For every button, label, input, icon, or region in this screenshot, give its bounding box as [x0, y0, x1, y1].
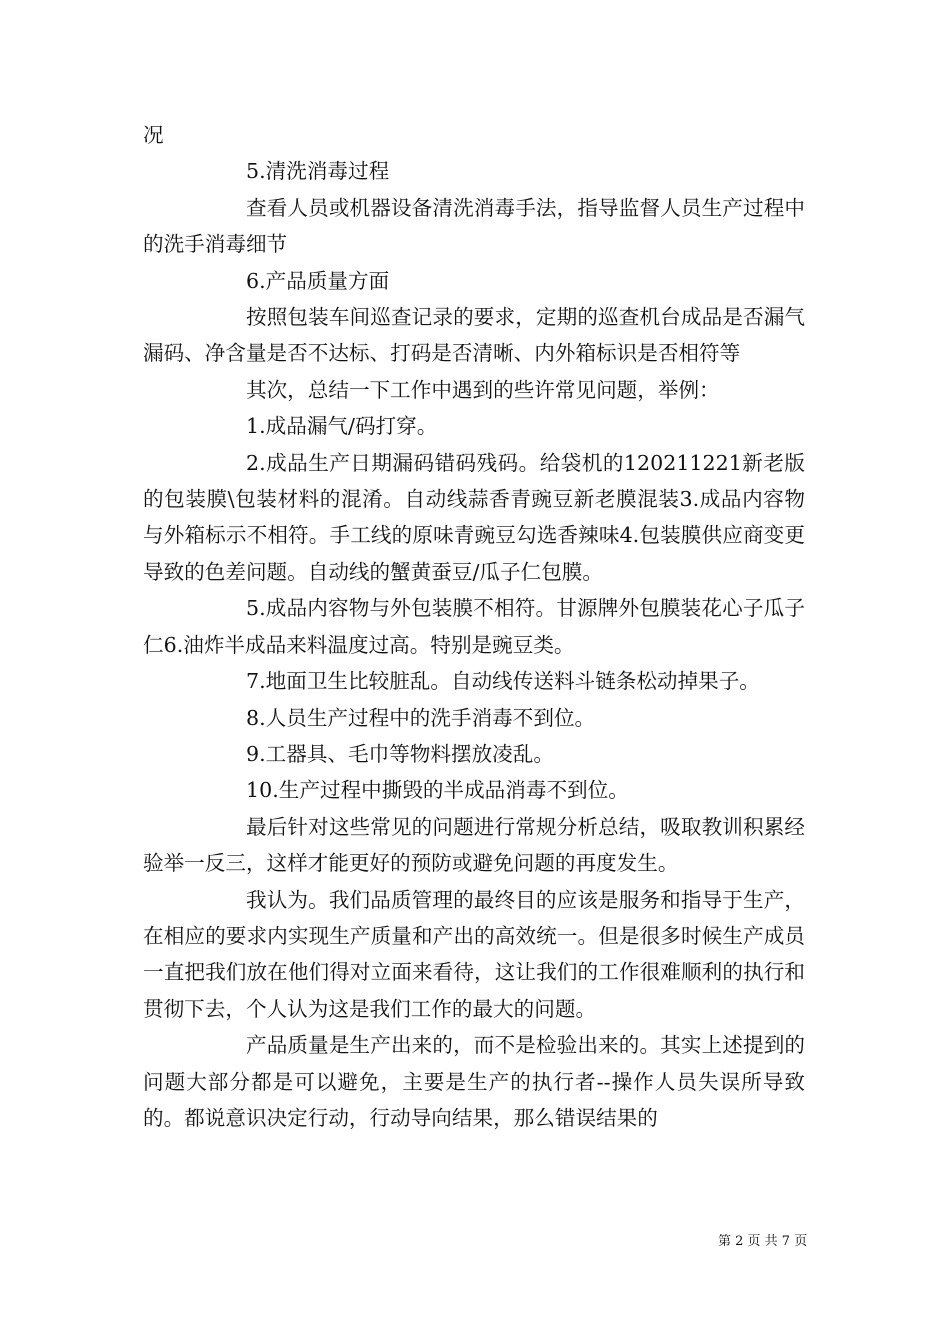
paragraph-14: 最后针对这些常见的问题进行常规分析总结，吸取教训积累经验举一反三，这样才能更好的预防或避免问题的再度发生。	[143, 814, 805, 876]
paragraph-1: 况	[143, 123, 164, 147]
paragraph-10: 7.地面卫生比较脏乱。自动线传送料斗链条松动掉果子。	[246, 669, 760, 694]
paragraph-13: 10.生产过程中撕毁的半成品消毒不到位。	[246, 778, 629, 803]
paragraph-8: 2.成品生产日期漏码错码残码。给袋机的120211221新老版的包装膜\包装材料的混淆。自动线蒜香青豌豆新老膜混装3.成品内容物与外箱标示不相符。手工线的原味青豌豆勾选香辣味4.包装膜供应商变更导致的色差问题。自动线的蟹黄蚕豆/瓜子仁包膜。	[143, 450, 805, 584]
paragraph-4: 6.产品质量方面	[246, 268, 390, 293]
paragraph-5: 按照包装车间巡查记录的要求，定期的巡查机台成品是否漏气漏码、净含量是否不达标、打码是否清晰、内外箱标识是否相符等	[143, 305, 805, 366]
paragraph-9: 5.成品内容物与外包装膜不相符。甘源牌外包膜装花心子瓜子仁6.油炸半成品来料温度过高。特别是豌豆类。	[143, 596, 805, 657]
paragraph-16: 产品质量是生产出来的，而不是检验出来的。其实上述提到的问题大部分都是可以避免，主要是生产的执行者--操作人员失误所导致的。都说意识决定行动，行动导向结果，那么错误结果的	[143, 1033, 805, 1130]
paragraph-3: 查看人员或机器设备清洗消毒手法，指导监督人员生产过程中的洗手消毒细节	[143, 195, 805, 257]
paragraph-11: 8.人员生产过程中的洗手消毒不到位。	[246, 705, 596, 730]
paragraph-2: 5.清洗消毒过程	[246, 159, 390, 184]
paragraph-15: 我认为。我们品质管理的最终目的应该是服务和指导于生产，在相应的要求内实现生产质量和产出的高效统一。但是很多时候生产成员一直把我们放在他们得对立面来看待，这让我们的工作很难顺利的执行和贯彻下去，个人认为这是我们工作的最大的问题。	[143, 887, 805, 1021]
paragraph-6: 其次，总结一下工作中遇到的些许常见问题，举例：	[246, 377, 720, 402]
page-number-label: 第 2 页 共 7 页	[718, 1234, 808, 1249]
document-body	[143, 117, 805, 1136]
paragraph-12: 9.工器具、毛巾等物料摆放凌乱。	[246, 741, 554, 766]
paragraph-7: 1.成品漏气/码打穿。	[246, 414, 438, 439]
